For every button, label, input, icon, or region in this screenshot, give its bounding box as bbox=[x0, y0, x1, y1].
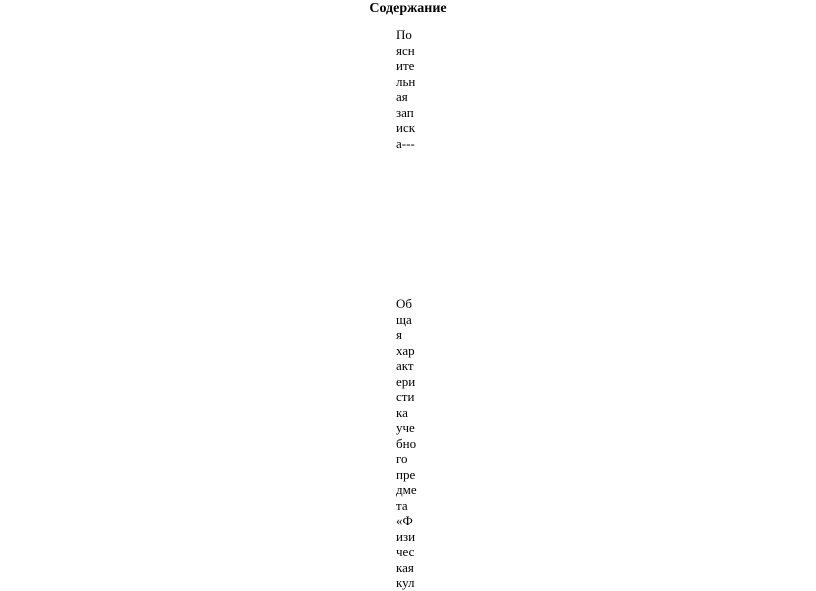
toc-entry-line: бно bbox=[396, 435, 417, 451]
toc-entry-line: акт bbox=[396, 358, 414, 373]
toc-entry-line: уче bbox=[396, 420, 415, 435]
toc-entry-line: По bbox=[396, 27, 412, 42]
toc-entry-line: изи bbox=[396, 528, 416, 544]
toc-entry-line: Об bbox=[396, 296, 413, 311]
toc-entry-line: ка bbox=[396, 404, 408, 420]
toc-entry-line: «Ф bbox=[396, 513, 413, 528]
toc-entry-line: иск bbox=[396, 120, 416, 135]
toc-entry-line: ща bbox=[396, 311, 412, 327]
toc-entry-line: та bbox=[396, 497, 408, 513]
toc-entry-line: ери bbox=[396, 373, 416, 389]
toc-entry-line: ите bbox=[396, 58, 415, 73]
page-title: Содержание bbox=[369, 1, 447, 16]
toc-entry-subject-overview[interactable] bbox=[396, 296, 436, 591]
toc-entry-line: кая bbox=[396, 559, 414, 575]
toc-entry-line: ясн bbox=[396, 42, 415, 58]
toc-entry-line: а--- bbox=[396, 135, 415, 151]
toc-entry-line: ая bbox=[396, 89, 408, 104]
toc-entry-line: льн bbox=[396, 73, 416, 89]
toc-entry-line: сти bbox=[396, 389, 415, 404]
toc-entry-line: дме bbox=[396, 482, 417, 497]
toc-entry-line: зап bbox=[396, 104, 414, 120]
toc-entry-line: хар bbox=[396, 342, 415, 358]
toc-entry-line: го bbox=[396, 451, 408, 466]
toc-entry-line: пре bbox=[396, 466, 416, 482]
toc-entry-line: я bbox=[396, 327, 402, 342]
toc-entry-explanatory-note[interactable] bbox=[396, 27, 436, 151]
toc-entry-line: чес bbox=[396, 544, 415, 559]
toc-entry-line: кул bbox=[396, 575, 415, 590]
